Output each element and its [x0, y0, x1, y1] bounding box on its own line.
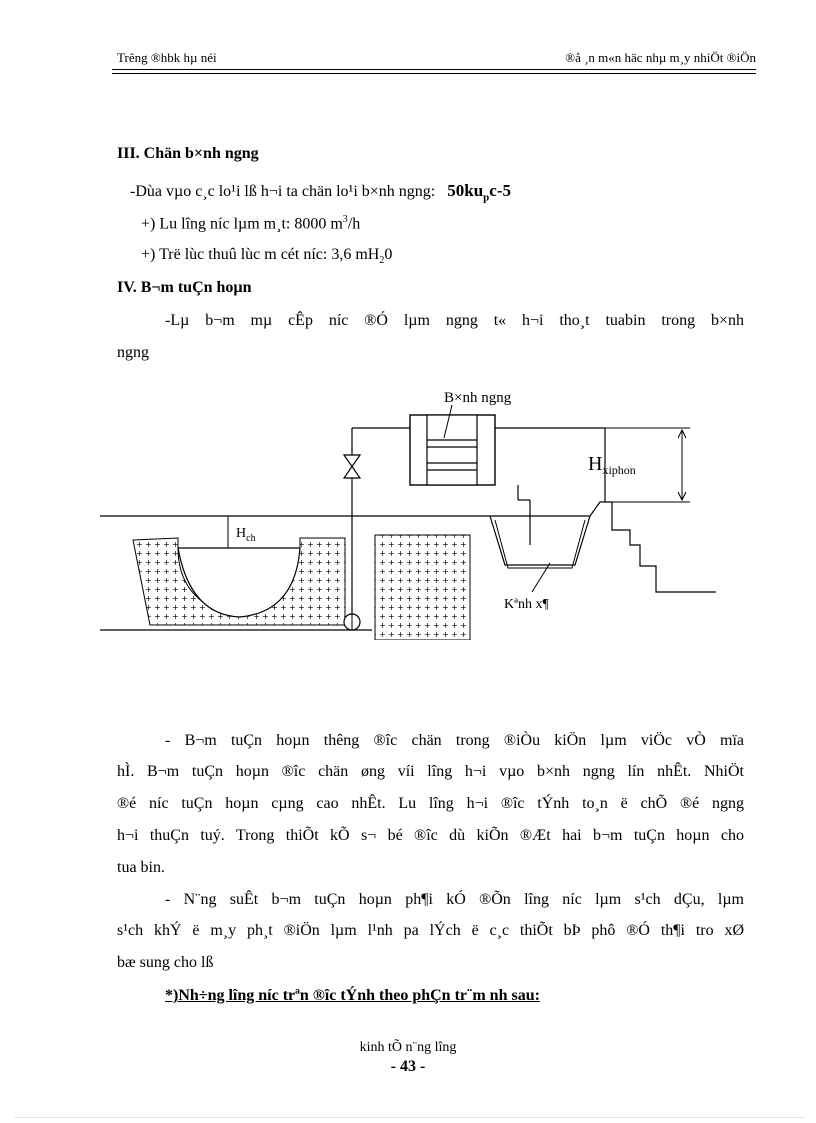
section3-title: III. Chän b×nh ngng: [117, 145, 259, 162]
cooling-system-diagram: [0, 380, 816, 640]
page-bottom-rule: [15, 1117, 805, 1118]
flow-sup: 3: [342, 214, 348, 225]
section4-paragraph-line2: ngng: [117, 344, 149, 361]
resistance-text: +) Trë lùc thuû lùc m cét níc: 3,6 mH: [141, 246, 380, 263]
page-number: - 43 -: [390, 1058, 426, 1075]
channel-label: Kªnh x¶: [504, 597, 549, 612]
body-p3-line2: s¹ch khÝ ë m¸y ph¸t ®iÖn lµm l¹nh pa lÝch ë c¸c thiÕt bÞ phô ®Ó th¶i tro xØ: [117, 922, 744, 939]
channel-pointer: [532, 563, 550, 592]
resistance-tail: 0: [384, 246, 393, 263]
stair-outfall: [590, 502, 716, 592]
resistance-sub: 2: [379, 255, 385, 267]
section4-paragraph-line1: -Lµ b¬m mµ cÊp níc ®Ó lµm ngng t« h¬i tho¸t tuabin trong b×nh: [165, 312, 744, 329]
body-p2-line2: hÌ. B¬m tuÇn hoµn ®îc chän øng víi lîng h¬i vµo b×nh ngng lín nhÊt. NhiÖt: [117, 763, 744, 780]
section3-line1: [130, 181, 511, 203]
body-p4: *)Nh÷ng lîng níc trªn ®îc tÝnh theo phÇn tr¨m nh sau:: [165, 987, 540, 1004]
siphon-label: $H_{xiphon}$: [588, 453, 636, 477]
model-tail: c-5: [489, 181, 512, 200]
model-name: 50ku: [447, 181, 484, 200]
model-sub: p: [483, 191, 490, 204]
header-right: ®å ¸n m«n häc nhµ m¸y nhiÖt ®iÖn: [565, 50, 756, 65]
hch-label: $H_{ch}$: [236, 526, 256, 544]
section3-line3: [141, 246, 392, 266]
header-rule-thin: [112, 73, 756, 74]
earth-block: [375, 535, 470, 640]
section3-line2: [141, 214, 360, 233]
condenser-label: B×nh ngng: [444, 390, 512, 406]
condenser-tubes: [427, 415, 477, 485]
body-p2-line1: - B¬m tuÇn hoµn thêng ®îc chän trong ®iÒu kiÖn lµm viÖc vÒ mïa: [165, 732, 744, 749]
flow-text: +) Lu lîng níc lµm m¸t: 8000 m: [141, 215, 343, 233]
body-p3-line3: bæ sung cho lß: [117, 954, 214, 971]
body-p2-line5: tua bin.: [117, 859, 165, 876]
valve-icon: [344, 455, 360, 478]
footer-text: kinh tÕ n¨ng lîng: [359, 1040, 457, 1055]
flow-tail: /h: [347, 215, 361, 233]
body-p2-line4: h¬i thuÇn tuý. Trong thiÕt kÕ s¬ bé ®îc dù kiÕn ®Æt hai b¬m tuÇn hoµn cho: [117, 827, 744, 844]
header-left: Trêng ®hbk hµ néi: [117, 50, 217, 65]
section3-line1-text: -Dùa vµo c¸c lo¹i lß h¬i ta chän lo¹i b×nh ngng:: [130, 183, 436, 200]
body-p3-line1: - N¨ng suÊt b¬m tuÇn hoµn ph¶i kÓ ®Õn lîng níc lµm s¹ch dÇu, lµm: [165, 891, 744, 908]
body-p2-line3: ®é níc tuÇn hoµn cµng cao nhÊt. Lu lîng h¬i ®îc tÝnh to¸n ë chÕ ®é ngng: [117, 795, 744, 812]
header-rule: [112, 69, 756, 70]
section4-title: IV. B¬m tuÇn hoµn: [117, 279, 252, 296]
